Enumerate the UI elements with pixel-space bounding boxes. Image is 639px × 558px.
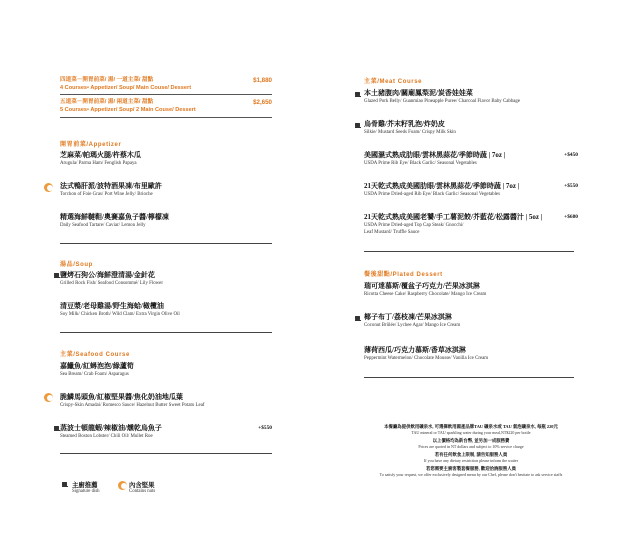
course-4-zh: 四道菜－開胃前菜/ 湯/ 一道主菜/ 甜點 <box>60 77 154 83</box>
note-en: TAU mineral or TAU sparkling water during your meal,NT$220 per bottle <box>411 430 531 436</box>
section-divider <box>60 453 272 454</box>
item-name-zh: 本土豬腹肉/關廟鳳梨泥/炭香娃娃菜 <box>364 89 473 97</box>
item-name-zh: 瑞可達慕斯/覆盆子巧克力/芒果冰淇淋 <box>364 282 480 290</box>
item-name-zh: 嘉鱲魚/紅蟳泡泡/綠蘆筍 <box>60 362 134 370</box>
course-divider <box>60 117 272 118</box>
item-name-zh: 精選海鮮韃靼/奧賽嘉魚子醬/檸檬凍 <box>60 213 169 221</box>
section-title-dessert: 餐後甜點/Plated Dessert <box>364 272 443 278</box>
menu-item <box>60 182 272 198</box>
item-name-zh: 烏骨雞/芥末籽乳泡/炸奶皮 <box>364 120 445 128</box>
plate-icon <box>54 426 59 431</box>
legend <box>60 480 272 500</box>
item-name-zh: 脆鱗馬頭魚/紅椒堅果醬/焦化奶油地瓜葉 <box>60 393 183 401</box>
legend-signature-en: Signature dish <box>72 489 100 494</box>
nut-icon <box>44 183 53 192</box>
course-4 <box>60 76 272 92</box>
item-name-en: USDA Prime Rib Eye/ Black Garlic/ Seasonal Vegetables <box>364 161 477 166</box>
legend-signature-zh: 主廚推薦 <box>72 482 98 489</box>
menu-item <box>364 89 578 105</box>
course-divider <box>60 94 272 95</box>
plate-icon <box>54 273 59 278</box>
item-name-zh: 薄荷西瓜/巧克力慕斯/香草冰淇淋 <box>364 346 466 354</box>
menu-item <box>364 151 578 167</box>
item-name-zh: 法式鴨肝派/波特酒果凍/布里歐許 <box>60 182 162 190</box>
course-5-en: 5 Courses• Appetizer/ Soup/ 2 Main Couse/ Dessert <box>60 107 196 113</box>
plate-icon <box>355 316 360 321</box>
menu-item <box>364 346 578 362</box>
menu-item <box>364 182 578 198</box>
note-zh: 以上價格均為新台幣, 並另加一成服務費 <box>432 437 510 443</box>
note-zh: 若您需要主廚客製套餐服務, 歡迎洽詢服務人員 <box>425 465 516 471</box>
section-divider <box>60 243 272 244</box>
menu-item <box>364 313 578 329</box>
section-divider <box>60 332 272 333</box>
item-name-en: USDA Prime Dried-aged Top Cap Steak/ Gnocchi/ <box>364 223 464 228</box>
item-name-en: Arugula/ Parma Ham/ Fenglish Papaya <box>60 161 137 166</box>
section-title-meat: 主菜/Meat Course <box>364 79 423 85</box>
plate-icon <box>355 92 360 97</box>
item-price: +$550 <box>258 425 272 431</box>
note-en: Prices are quoted in NT dollars and subject to 10% service charge <box>418 444 524 450</box>
item-name-zh: 美國濕式熟成肋眼/雲林黑蒜花/季節時蔬 | 7oz | <box>364 151 506 159</box>
item-name-en: Ricotta Cheese Cake/ Raspberry Chocolate/ Mango Ice Cream <box>364 292 487 297</box>
item-name-zh: 鹽烤石狗公/海鮮澄清湯/金針花 <box>60 271 155 279</box>
menu-item <box>364 213 578 236</box>
section-title-appetizer: 開胃前菜/Appetizer <box>60 142 122 148</box>
item-price: +$680 <box>564 214 578 220</box>
item-name-en: Grilled Rock Fish/ Seafood Consommé/ Lily Flower <box>60 281 163 286</box>
item-name-zh: 蒸波士頓龍蝦/辣椒油/燻乾烏魚子 <box>60 424 162 432</box>
note-zh: 若有任何飲食上限制, 請告知服務人員 <box>434 451 508 457</box>
menu-item <box>60 362 272 378</box>
legend-nuts-en: Contains nuts <box>129 489 156 494</box>
item-name-zh: 清豆漿/老母雞湯/野生海蛤/橄欖油 <box>60 302 164 310</box>
menu-item <box>364 120 578 136</box>
item-name-en: Crispy-Skin Amadai/ Romesco Sauce/ Hazelnut Butter Sweet Potato Leaf <box>60 403 205 408</box>
item-price: +$550 <box>564 183 578 189</box>
section-divider <box>364 251 574 252</box>
menu-item <box>364 282 578 298</box>
menu-item <box>60 151 272 167</box>
section-title-soup: 湯品/Soup <box>60 262 93 268</box>
item-name-zh: 芝麻菜/帕瑪火腿/杵蔡木瓜 <box>60 151 141 159</box>
menu-item <box>60 213 272 229</box>
nut-icon <box>118 481 127 490</box>
note-en: If you have any dietary restriction please inform the waiter <box>423 458 519 464</box>
course-5-zh: 五道菜－開胃前菜/ 湯/ 兩道主菜/ 甜點 <box>60 99 154 105</box>
menu-notes <box>364 424 578 480</box>
plate-icon <box>355 123 360 128</box>
item-name-en: Daily Seafood Tartare/ Caviar/ Lemon Jelly <box>60 223 146 228</box>
plate-icon <box>62 482 67 487</box>
item-name-en: Silkie/ Mustard Seeds Foam/ Crispy Milk Skin <box>364 130 456 135</box>
item-name-en: Leaf Mustard/ Truffle Sauce <box>364 230 420 235</box>
section-divider <box>364 377 574 378</box>
course-5-price: $2,650 <box>253 99 272 106</box>
menu-item <box>60 271 272 287</box>
item-name-zh: 21天乾式熟成美國老饕/手工薯泥餃/芥藍花/松露醬汁 | 5oz | <box>364 213 543 221</box>
item-name-zh: 21天乾式熟成美國肋眼/雲林黑蒜花/季節時蔬 | 7oz | <box>364 182 520 190</box>
nut-icon <box>44 393 53 402</box>
course-5 <box>60 98 272 114</box>
note-zh: 本餐廳為提供飲用礦泉水, 可選擇飲用國產品牌TAU 礦泉水或 TAU 氣泡礦泉水, 每瓶 220元 <box>384 424 558 429</box>
item-name-en: Sea Bream/ Crab Foam/ Asparagus <box>60 372 129 377</box>
item-name-en: USDA Prime Dried-aged Rib Eye/ Black Garlic/ Seasonal Vegetables <box>364 192 500 197</box>
menu-item <box>60 302 272 318</box>
item-name-en: Soy Milk/ Chicken Broth/ Wild Clam/ Extra Virgin Olive Oil <box>60 312 180 317</box>
legend-nuts-zh: 內含堅果 <box>129 482 155 489</box>
course-4-price: $1,880 <box>253 77 272 84</box>
note-en: To satisfy your request, we offer exclusively designed menu by our Chef, please don't hesitate to ask service staffs <box>379 472 563 478</box>
item-name-en: Peppermint Watermelon/ Chocolate Mousse/ Vanilla Ice Cream <box>364 356 489 361</box>
menu-item <box>60 424 272 440</box>
item-name-zh: 椰子布丁/荔枝凍/芒果冰淇淋 <box>364 313 452 321</box>
item-name-en: Glazed Pork Belly/ Guanmiao Pineapple Puree/ Charcoal Flavor Baby Cabbage <box>364 99 521 104</box>
menu-item <box>60 393 272 409</box>
item-name-en: Coconut Brûlée/ Lychee Agar/ Mango Ice Cream <box>364 323 461 328</box>
item-name-en: Torchon of Foie Gras/ Port Wine Jelly/ Brioche <box>60 192 153 197</box>
course-4-en: 4 Courses• Appetizer/ Soup/ Main Couse/ Dessert <box>60 85 192 91</box>
item-price: +$450 <box>564 152 578 158</box>
item-name-en: Steamed Boston Lobster/ Chili Oil/ Mullet Roe <box>60 434 153 439</box>
section-title-seafood: 主菜/Seafood Course <box>60 352 130 358</box>
